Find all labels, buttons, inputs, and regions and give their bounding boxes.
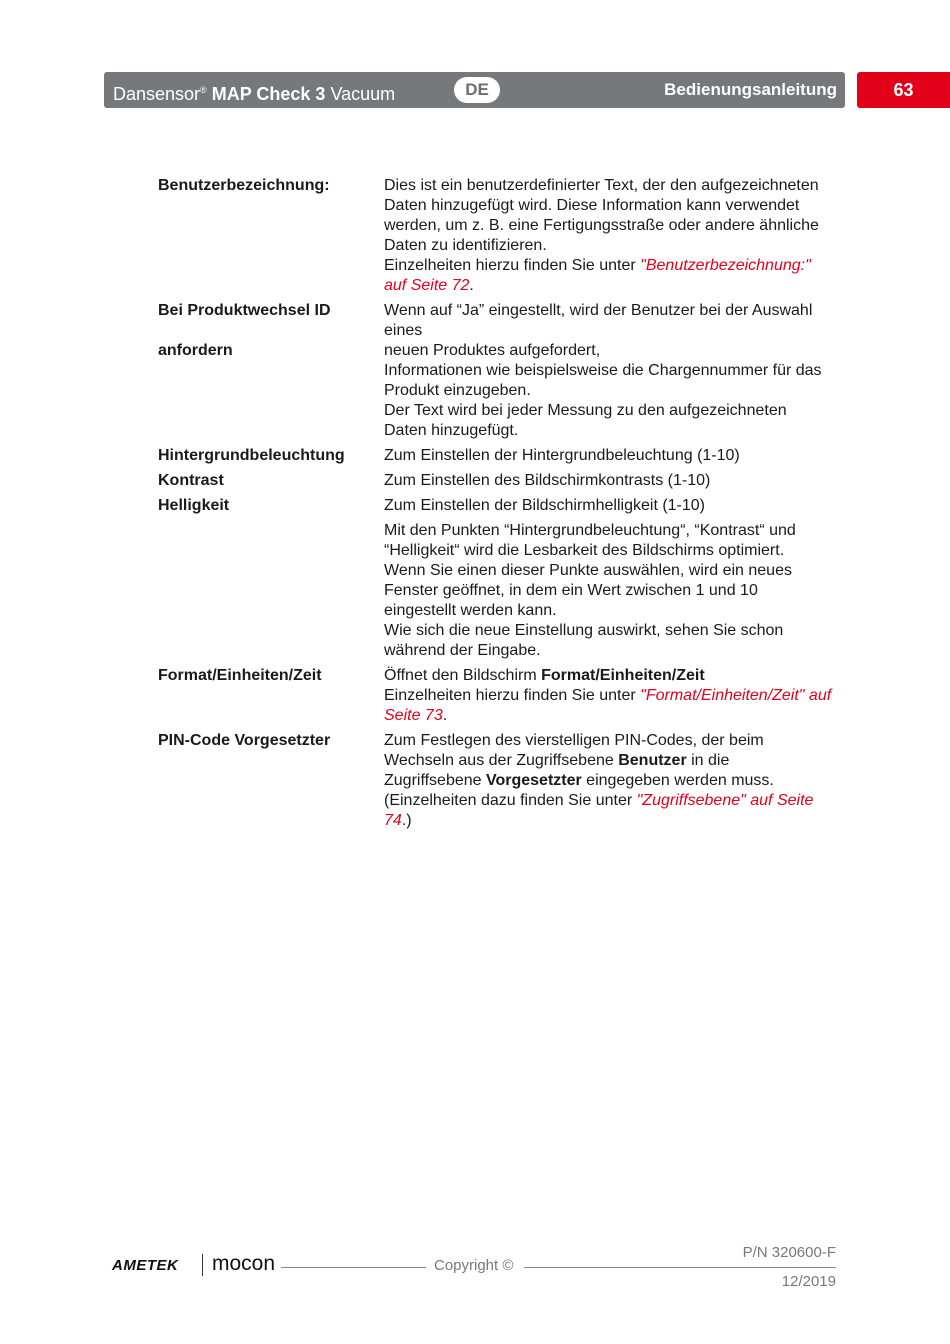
cross-reference-link[interactable]: 74 bbox=[384, 812, 402, 829]
description-text: Einzelheiten hierzu finden Sie unter bbox=[384, 257, 641, 274]
definition-description: Zum Einstellen des Bildschirmkontrasts (1-10) bbox=[384, 472, 711, 489]
description-line: Dies ist ein benutzerdefinierter Text, der den aufgezeichneten bbox=[384, 177, 819, 194]
term-line: anfordern bbox=[158, 342, 233, 359]
definition-row bbox=[158, 176, 848, 296]
definition-row bbox=[158, 446, 848, 466]
definition-row bbox=[158, 496, 848, 516]
description-line: während der Eingabe. bbox=[384, 642, 541, 659]
definition-term: Kontrast bbox=[158, 472, 224, 489]
description-line: Informationen wie beispielsweise die Chargennummer für das bbox=[384, 362, 822, 379]
copyright-notice: Copyright © bbox=[434, 1257, 514, 1274]
definition-row bbox=[158, 731, 848, 831]
part-number: P/N 320600-F bbox=[742, 1244, 836, 1261]
description-text: .) bbox=[401, 812, 412, 829]
definition-term: Benutzerbezeichnung: bbox=[158, 177, 330, 194]
description-text: in die bbox=[686, 752, 730, 769]
manual-title: Bedienungsanleitung bbox=[664, 80, 837, 99]
description-line: eingestellt werden kann. bbox=[384, 602, 557, 619]
description-text: Zugriffsebene bbox=[384, 772, 486, 789]
description-text: (Einzelheiten dazu finden Sie unter bbox=[384, 792, 637, 809]
description-line: Mit den Punkten “Hintergrundbeleuchtung“, “Kontrast“ und bbox=[384, 522, 796, 539]
description-line bbox=[384, 811, 839, 831]
access-level-name: Vorgesetzter bbox=[486, 772, 582, 789]
description-line bbox=[384, 751, 839, 771]
definition-description bbox=[384, 731, 839, 831]
ametek-logo: AMETEK bbox=[112, 1257, 179, 1274]
description-line bbox=[384, 666, 839, 686]
description-line: Wenn Sie einen dieser Punkte auswählen, wird ein neues bbox=[384, 562, 792, 579]
settings-definition-table bbox=[158, 176, 848, 836]
definition-description bbox=[384, 176, 839, 296]
description-text: . bbox=[469, 277, 474, 294]
revision-date: 12/2019 bbox=[781, 1273, 836, 1290]
term-line: Bei Produktwechsel ID bbox=[158, 302, 331, 319]
cross-reference-link[interactable]: "Zugriffsebene" auf Seite bbox=[636, 792, 814, 809]
definition-term bbox=[158, 301, 384, 441]
access-level-name: Benutzer bbox=[618, 752, 687, 769]
description-line: Fenster geöffnet, in dem ein Wert zwischen 1 und 10 bbox=[384, 582, 758, 599]
description-text: Einzelheiten hierzu finden Sie unter bbox=[384, 687, 641, 704]
definition-term: PIN-Code Vorgesetzter bbox=[158, 732, 331, 749]
cross-reference-link[interactable]: auf Seite 72 bbox=[384, 277, 470, 294]
cross-reference-link[interactable]: "Format/Einheiten/Zeit" auf bbox=[640, 687, 832, 704]
description-line: Der Text wird bei jeder Messung zu den aufgezeichneten bbox=[384, 402, 787, 419]
description-line: Wenn auf “Ja” eingestellt, wird der Benutzer bei der Auswahl bbox=[384, 302, 813, 319]
product-name: MAP Check 3 bbox=[211, 84, 326, 104]
definition-term-empty bbox=[158, 521, 384, 661]
page-number: 63 bbox=[857, 72, 950, 108]
product-variant: Vacuum bbox=[330, 84, 396, 104]
mocon-logo: mocon bbox=[212, 1252, 276, 1275]
description-line: neuen Produktes aufgefordert, bbox=[384, 342, 601, 359]
description-line: werden, um z. B. eine Fertigungsstraße oder andere ähnliche bbox=[384, 217, 819, 234]
definition-description bbox=[384, 666, 839, 726]
footer-rule-right bbox=[524, 1267, 836, 1268]
registered-mark: ® bbox=[200, 85, 207, 95]
definition-description: Zum Einstellen der Hintergrundbeleuchtung (1-10) bbox=[384, 447, 740, 464]
description-line: eines bbox=[384, 322, 423, 339]
definition-row bbox=[158, 521, 848, 661]
definition-row bbox=[158, 471, 848, 491]
description-line bbox=[384, 706, 839, 726]
description-line bbox=[384, 276, 839, 296]
description-line bbox=[384, 256, 839, 276]
language-badge: DE bbox=[454, 77, 500, 103]
definition-description bbox=[384, 521, 839, 661]
definition-row bbox=[158, 301, 848, 441]
description-line: Produkt einzugeben. bbox=[384, 382, 531, 399]
footer-rule-left bbox=[281, 1267, 426, 1268]
definition-term: Format/Einheiten/Zeit bbox=[158, 667, 322, 684]
definition-row bbox=[158, 666, 848, 726]
description-line: Daten hinzugefügt wird. Diese Information kann verwendet bbox=[384, 197, 800, 214]
description-line: Zum Festlegen des vierstelligen PIN-Codes, der beim bbox=[384, 732, 764, 749]
description-text: eingegeben werden muss. bbox=[581, 772, 774, 789]
description-text: . bbox=[442, 707, 448, 724]
description-text: Wechseln aus der Zugriffsebene bbox=[384, 752, 619, 769]
definition-description: Zum Einstellen der Bildschirmhelligkeit (1-10) bbox=[384, 497, 706, 514]
description-line: Daten hinzugefügt. bbox=[384, 422, 519, 439]
logo-divider bbox=[202, 1254, 203, 1276]
cross-reference-link[interactable]: "Benutzerbezeichnung:" bbox=[640, 257, 811, 274]
cross-reference-link[interactable]: Seite 73 bbox=[384, 707, 443, 724]
page-footer bbox=[0, 1240, 950, 1300]
description-line bbox=[384, 791, 839, 811]
description-line: “Helligkeit“ wird die Lesbarkeit des Bildschirms optimiert. bbox=[384, 542, 785, 559]
description-line bbox=[384, 771, 839, 791]
definition-description bbox=[384, 301, 839, 441]
definition-term: Hintergrundbeleuchtung bbox=[158, 447, 345, 464]
document-title bbox=[113, 72, 395, 108]
header-bar bbox=[104, 72, 845, 108]
description-line bbox=[384, 686, 839, 706]
description-text: Öffnet den Bildschirm bbox=[384, 667, 542, 684]
definition-term: Helligkeit bbox=[158, 497, 230, 514]
description-line: Wie sich die neue Einstellung auswirkt, sehen Sie schon bbox=[384, 622, 784, 639]
description-line: Daten zu identifizieren. bbox=[384, 237, 547, 254]
brand-name: Dansensor bbox=[113, 84, 201, 104]
screen-name: Format/Einheiten/Zeit bbox=[541, 667, 705, 684]
